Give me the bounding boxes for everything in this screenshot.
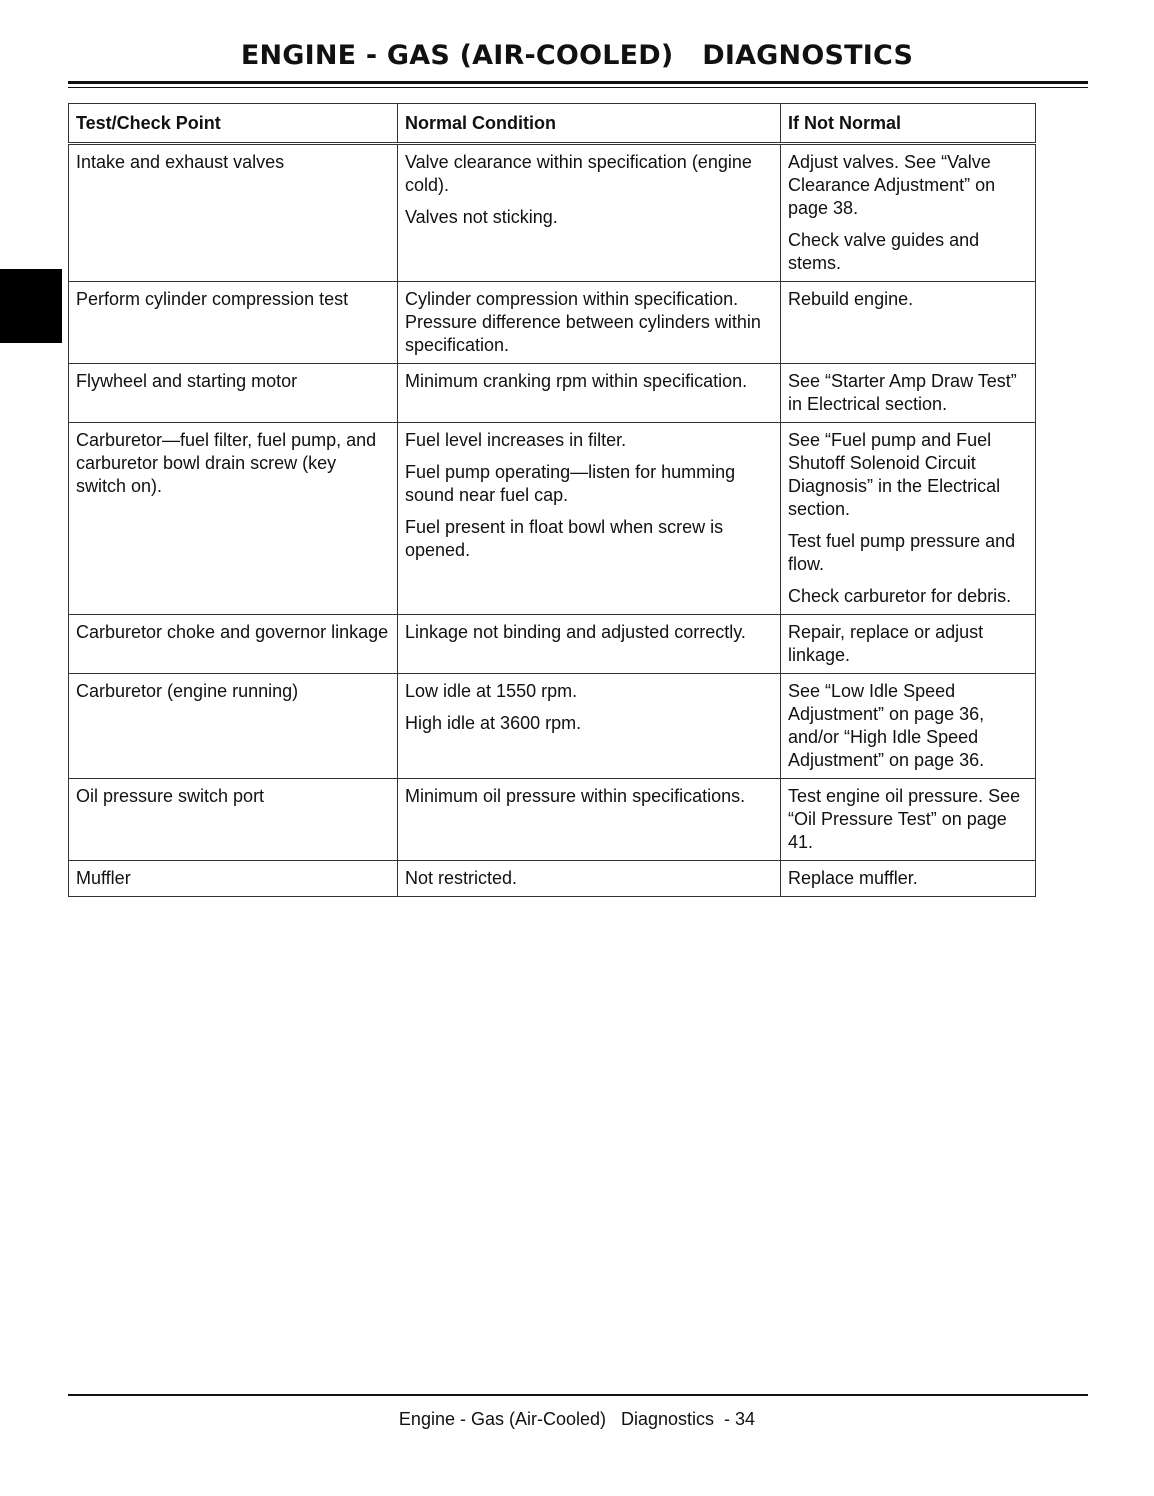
- normal-condition-text: Valves not sticking.: [405, 207, 558, 227]
- table-row: [69, 779, 1036, 861]
- normal-condition-text: Not restricted.: [405, 868, 518, 888]
- table-row: [69, 423, 1036, 615]
- if-not-normal-text: See “Starter Amp Draw Test” in Electrical section.: [788, 371, 1017, 414]
- diagnostics-table: [68, 103, 1036, 897]
- table-row: [69, 144, 1036, 282]
- table-header-row: [69, 104, 1036, 144]
- page-title: ENGINE - GAS (AIR-COOLED) DIAGNOSTICS: [240, 40, 914, 71]
- if-not-normal-cell: [781, 674, 1036, 779]
- if-not-normal-text: Check valve guides and stems.: [788, 230, 980, 273]
- table-row: [69, 674, 1036, 779]
- table-row: [69, 861, 1036, 897]
- check-point-text: Flywheel and starting motor: [76, 371, 298, 391]
- table-row: [69, 615, 1036, 674]
- normal-condition-text: Linkage not binding and adjusted correctly.: [405, 622, 746, 642]
- check-point-text: Oil pressure switch port: [76, 786, 265, 806]
- if-not-normal-text: See “Fuel pump and Fuel Shutoff Solenoid Circuit Diagnosis” in the Electrical section.: [788, 430, 1001, 519]
- if-not-normal-text: Test fuel pump pressure and flow.: [788, 531, 1016, 574]
- if-not-normal-text: Adjust valves. See “Valve Clearance Adjustment” on page 38.: [788, 152, 996, 218]
- check-point-text: Carburetor choke and governor linkage: [76, 622, 389, 642]
- if-not-normal-cell: [781, 779, 1036, 861]
- normal-condition-cell: [398, 144, 781, 282]
- if-not-normal-text: Test engine oil pressure. See “Oil Pressure Test” on page 41.: [788, 786, 1021, 852]
- check-point-cell: [69, 861, 398, 897]
- check-point-cell: [69, 423, 398, 615]
- normal-condition-cell: [398, 423, 781, 615]
- page-footer: Engine - Gas (Air-Cooled) Diagnostics - 34: [398, 1409, 756, 1429]
- if-not-normal-cell: [781, 615, 1036, 674]
- normal-condition-cell: [398, 364, 781, 423]
- if-not-normal-text: Rebuild engine.: [788, 289, 914, 309]
- if-not-normal-cell: [781, 364, 1036, 423]
- normal-condition-cell: [398, 779, 781, 861]
- normal-condition-text: Fuel pump operating—listen for humming sound near fuel cap.: [405, 462, 736, 505]
- check-point-text: Carburetor—fuel filter, fuel pump, and carburetor bowl drain screw (key switch on).: [76, 430, 377, 496]
- normal-condition-text: Minimum cranking rpm within specification.: [405, 371, 748, 391]
- title-rule-secondary: [68, 87, 1088, 88]
- check-point-cell: [69, 779, 398, 861]
- normal-condition-text: Valve clearance within specification (engine cold).: [405, 152, 752, 195]
- normal-condition-text: Low idle at 1550 rpm.: [405, 681, 578, 701]
- normal-condition-cell: [398, 282, 781, 364]
- if-not-normal-cell: [781, 861, 1036, 897]
- if-not-normal-cell: [781, 144, 1036, 282]
- normal-condition-text: Minimum oil pressure within specifications.: [405, 786, 746, 806]
- check-point-text: Intake and exhaust valves: [76, 152, 285, 172]
- column-header-test-check-point: Test/Check Point: [69, 104, 398, 144]
- if-not-normal-text: Replace muffler.: [788, 868, 918, 888]
- check-point-text: Muffler: [76, 868, 131, 888]
- normal-condition-text: Fuel present in float bowl when screw is opened.: [405, 517, 724, 560]
- check-point-cell: [69, 615, 398, 674]
- normal-condition-cell: [398, 861, 781, 897]
- if-not-normal-text: Check carburetor for debris.: [788, 586, 1012, 606]
- if-not-normal-text: Repair, replace or adjust linkage.: [788, 622, 984, 665]
- if-not-normal-cell: [781, 282, 1036, 364]
- check-point-text: Perform cylinder compression test: [76, 289, 349, 309]
- check-point-cell: [69, 364, 398, 423]
- normal-condition-text: Fuel level increases in filter.: [405, 430, 627, 450]
- column-header-if-not-normal: If Not Normal: [781, 104, 1036, 144]
- table-row: [69, 282, 1036, 364]
- if-not-normal-cell: [781, 423, 1036, 615]
- title-rule: [68, 81, 1088, 84]
- section-tab-marker: [0, 269, 62, 343]
- check-point-cell: [69, 144, 398, 282]
- normal-condition-cell: [398, 674, 781, 779]
- normal-condition-text: High idle at 3600 rpm.: [405, 713, 582, 733]
- check-point-text: Carburetor (engine running): [76, 681, 299, 701]
- check-point-cell: [69, 282, 398, 364]
- table-row: [69, 364, 1036, 423]
- normal-condition-text: Cylinder compression within specification. Pressure difference between cylinders within specification.: [405, 289, 761, 355]
- check-point-cell: [69, 674, 398, 779]
- column-header-normal-condition: Normal Condition: [398, 104, 781, 144]
- if-not-normal-text: See “Low Idle Speed Adjustment” on page 36, and/or “High Idle Speed Adjustment” on page 36.: [788, 681, 985, 770]
- footer-rule: [68, 1394, 1088, 1396]
- normal-condition-cell: [398, 615, 781, 674]
